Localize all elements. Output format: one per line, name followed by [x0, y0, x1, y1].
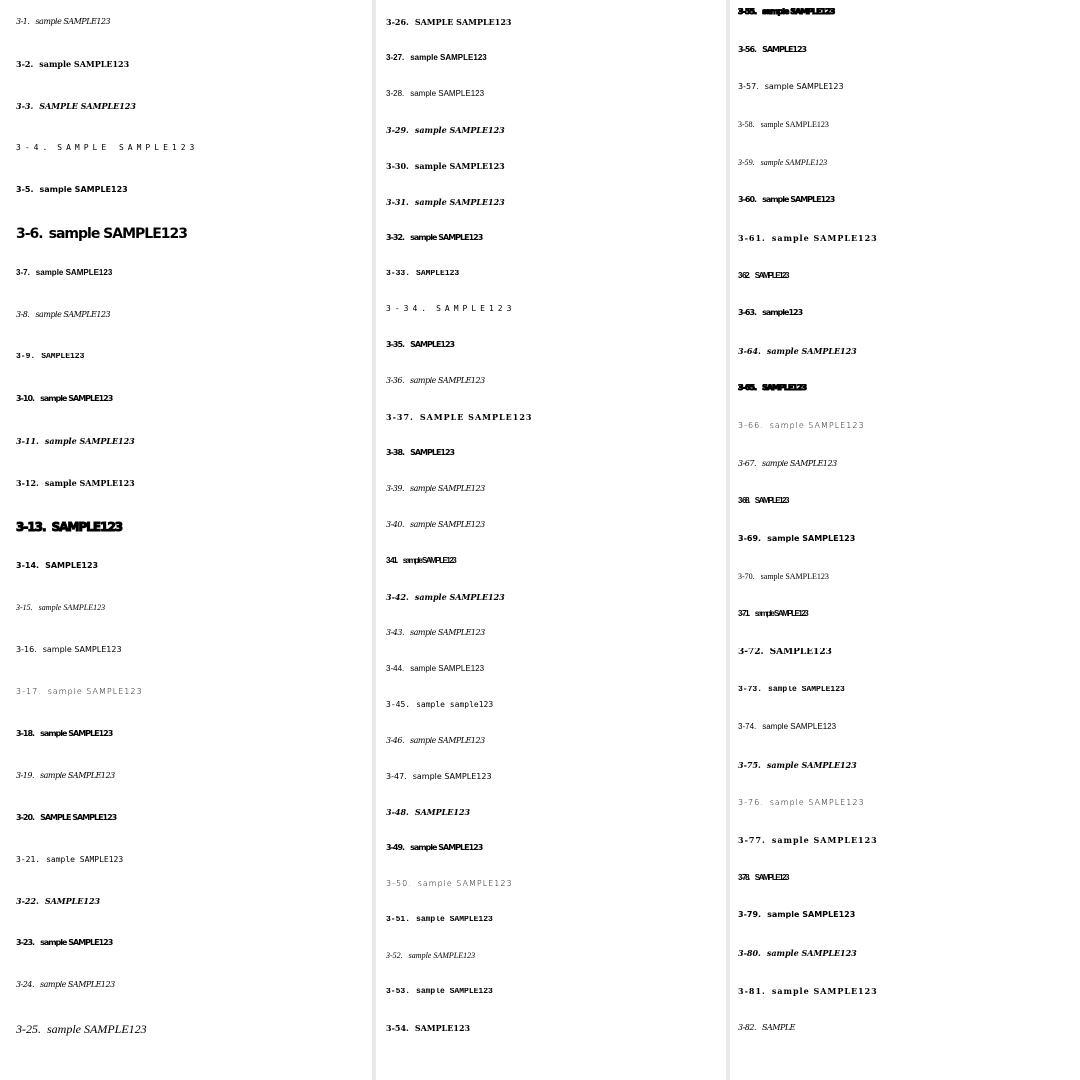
font-number: 3-14.: [16, 562, 40, 571]
font-sample-row: [376, 54, 726, 90]
font-sample-text: SAMPLE123: [416, 269, 460, 278]
font-sample-row: [376, 593, 726, 629]
font-sample-row: [376, 162, 726, 198]
font-sample-text: sample SAMPLE123: [410, 53, 487, 62]
font-sample-row: [730, 761, 1080, 799]
font-sample-row: [376, 413, 726, 449]
font-sample-row: [0, 395, 372, 437]
font-sample-row: [730, 987, 1080, 1025]
font-sample-text: SAMPLE123: [414, 808, 471, 818]
font-sample-row: [376, 844, 726, 880]
font-sample-text: SAMPLE SAMPLE123: [419, 413, 533, 423]
font-sample-row: [376, 1024, 726, 1060]
font-number: 3-74.: [738, 723, 757, 732]
font-sample-row: [376, 377, 726, 413]
font-sample-text: SAMPLE SAMPLE123: [39, 101, 136, 111]
font-sample-text: sample SAMPLE123: [410, 521, 485, 530]
font-sample-row: [376, 557, 726, 593]
font-sample-text: sample SAMPLE123: [40, 729, 113, 738]
font-sample-text: sample SAMPLE123: [767, 535, 856, 543]
font-sample-text: sample SAMPLE123: [402, 556, 456, 565]
font-sample-text: sample SAMPLE123: [35, 269, 113, 278]
font-number: 3-55.: [738, 8, 757, 16]
font-sample-row: [376, 880, 726, 916]
font-sample-row: [0, 186, 372, 228]
font-sample-text: SAMPLE123: [44, 897, 101, 907]
font-sample-row: [730, 535, 1080, 573]
font-sample-text: sample SAMPLE123: [766, 346, 857, 356]
font-number: 3-57.: [738, 83, 759, 92]
font-number: 3-70.: [738, 572, 755, 581]
font-sample-text: sample SAMPLE123: [762, 196, 835, 205]
font-sample-row: [376, 665, 726, 701]
font-sample-text: sample SAMPLE123: [760, 120, 829, 129]
font-sample-text: sample SAMPLE123: [764, 83, 844, 92]
font-number: 3-52.: [386, 952, 403, 961]
font-number: 3-11.: [16, 436, 39, 446]
font-column-2: [376, 0, 726, 1080]
font-sample-row: [730, 1024, 1080, 1062]
font-sample-text: SAMPLE123: [410, 341, 455, 350]
font-sample-row: [0, 730, 372, 772]
font-sample-row: [0, 144, 372, 186]
font-sample-text: sample SAMPLE123: [410, 485, 485, 494]
font-sample-text: sample SAMPLE123: [35, 311, 111, 320]
font-sample-text: sample SAMPLE123: [760, 572, 829, 581]
font-sample-text: sample SAMPLE123: [762, 459, 837, 468]
font-sample-row: [730, 8, 1080, 46]
font-sample-text: sample SAMPLE123: [414, 125, 505, 135]
font-sample-text: sample SAMPLE123: [762, 723, 837, 732]
font-sample-row: [730, 610, 1080, 648]
font-sample-text: sample SAMPLE123: [769, 422, 865, 431]
font-sample-row: [376, 449, 726, 485]
font-sample-row: [0, 521, 372, 563]
font-number: 3-32.: [386, 233, 405, 242]
font-sample-row: [730, 272, 1080, 310]
font-sample-row: [0, 856, 372, 898]
font-sample-row: [0, 437, 372, 479]
font-sample-text: sample SAMPLE123: [754, 610, 808, 619]
font-sample-text: sample123: [762, 309, 803, 318]
font-number: 3-23.: [16, 939, 35, 948]
font-sample-row: [0, 646, 372, 688]
font-sample-text: SAMPLE123: [769, 647, 832, 657]
font-sample-text: sample SAMPLE123: [410, 377, 485, 386]
font-number: 3-71.: [738, 610, 749, 619]
font-sample-text: sample SAMPLE123: [38, 604, 106, 613]
font-sample-text: sample SAMPLE123: [39, 59, 130, 69]
font-sample-text: SAMPLE123: [754, 873, 788, 882]
font-number: 3-75.: [738, 760, 761, 770]
font-number: 3-16.: [16, 646, 37, 655]
font-sample-text: sample SAMPLE123: [410, 233, 483, 242]
font-sample-text: sample sample123: [416, 700, 494, 709]
font-sample-row: [376, 18, 726, 54]
font-number: 3-7.: [16, 269, 30, 278]
font-number: 3-2.: [16, 59, 34, 69]
font-sample-text: sample SAMPLE123: [48, 227, 188, 243]
font-number: 3-65.: [738, 384, 757, 393]
font-number: 3-47.: [386, 772, 407, 781]
font-number: 3-18.: [16, 729, 35, 738]
font-sample-text: SAMPLE123: [410, 449, 455, 458]
font-sample-text: sample SAMPLE123: [408, 952, 476, 961]
font-sample-text: sample SAMPLE123: [410, 628, 485, 637]
font-number: 3-51.: [386, 916, 411, 925]
font-number: 3-31.: [386, 197, 409, 207]
font-number: 3-58.: [738, 120, 755, 129]
font-sample-text: SAMPLE123: [436, 305, 516, 314]
font-sample-text: sample SAMPLE123: [47, 688, 143, 697]
font-sample-text: SAMPLE123: [45, 562, 99, 571]
font-sample-text: sample SAMPLE123: [35, 18, 111, 26]
font-sample-row: [730, 723, 1080, 761]
font-sample-row: [376, 521, 726, 557]
font-number: 3-62.: [738, 271, 749, 280]
font-sample-text: sample SAMPLE123: [40, 394, 113, 403]
font-sample-text: sample SAMPLE123: [40, 939, 113, 948]
font-column-1: [0, 0, 372, 1080]
font-sample-text: sample SAMPLE123: [410, 736, 485, 745]
font-number: 3-61.: [738, 233, 766, 243]
font-number: 3-64.: [738, 346, 761, 356]
font-sample-text: sample SAMPLE123: [762, 8, 835, 16]
font-sample-text: SAMPLE123: [754, 497, 788, 506]
font-number: 3-34.: [386, 305, 431, 314]
font-number: 3-80.: [738, 949, 761, 959]
font-number: 3-69.: [738, 535, 762, 543]
font-number: 3-67.: [738, 459, 757, 468]
font-number: 3-60.: [738, 196, 757, 205]
font-number: 3-59.: [738, 158, 755, 167]
font-sample-row: [730, 309, 1080, 347]
font-sample-row: [376, 952, 726, 988]
font-sample-text: SAMPLE123: [414, 1024, 471, 1034]
font-number: 3-72.: [738, 647, 764, 657]
font-sample-text: SAMPLE SAMPLE123: [40, 813, 117, 822]
font-sample-text: sample SAMPLE123: [42, 646, 122, 655]
font-sample-row: [0, 604, 372, 646]
font-number: 3-79.: [738, 911, 762, 920]
font-number: 3-1.: [16, 18, 30, 26]
font-sample-text: sample SAMPLE123: [47, 1023, 147, 1037]
font-number: 3-35.: [386, 341, 405, 350]
font-sample-row: [376, 916, 726, 952]
font-sample-row: [0, 897, 372, 939]
font-sample-row: [0, 814, 372, 856]
font-sample-text: sample SAMPLE123: [416, 988, 493, 997]
font-sample-text: sample SAMPLE123: [414, 592, 505, 602]
font-sample-row: [0, 562, 372, 604]
font-sample-row: [376, 305, 726, 341]
font-sample-row: [0, 227, 372, 269]
font-number: 3-26.: [386, 18, 409, 27]
font-number: 3-9.: [16, 353, 36, 362]
font-sample-text: sample SAMPLE123: [40, 771, 115, 780]
font-number: 3-12.: [16, 478, 39, 488]
font-sample-row: [0, 102, 372, 144]
font-sample-text: sample SAMPLE123: [768, 685, 845, 694]
font-number: 3-4.: [16, 143, 52, 152]
font-sample-row: [730, 497, 1080, 535]
font-sample-text: sample SAMPLE123: [771, 986, 878, 996]
font-number: 3-8.: [16, 311, 30, 320]
font-sample-text: sample SAMPLE123: [410, 844, 483, 853]
font-number: 3-44.: [386, 664, 405, 673]
font-number: 3-33.: [386, 269, 411, 278]
font-sample-row: [730, 422, 1080, 460]
font-number: 3-29.: [386, 125, 409, 135]
font-number: 3-48.: [386, 808, 409, 818]
font-number: 3-30.: [386, 161, 409, 171]
font-number: 3-54.: [386, 1024, 409, 1034]
font-sample-row: [376, 90, 726, 126]
font-number: 3-21.: [16, 855, 41, 864]
font-sample-text: sample SAMPLE123: [414, 197, 505, 207]
font-sample-row: [376, 988, 726, 1024]
font-number: 3-3.: [16, 101, 34, 111]
font-number: 3-20.: [16, 813, 35, 822]
font-sample-row: [0, 311, 372, 353]
font-sample-text: sample SAMPLE123: [771, 836, 878, 846]
font-number: 3-63.: [738, 309, 757, 318]
font-sample-row: [730, 121, 1080, 159]
font-number: 3-42.: [386, 592, 409, 602]
font-sample-row: [730, 159, 1080, 197]
font-sample-row: [730, 648, 1080, 686]
font-number: 3-22.: [16, 897, 39, 907]
font-sample-row: [730, 460, 1080, 498]
font-sample-text: sample SAMPLE123: [46, 855, 124, 864]
font-sample-text: sample SAMPLE123: [414, 161, 505, 171]
font-number: 3-77.: [738, 836, 766, 846]
font-sample-row: [730, 234, 1080, 272]
font-number: 3-53.: [386, 988, 411, 997]
font-number: 3-68.: [738, 497, 749, 506]
font-number: 3-45.: [386, 700, 411, 709]
font-number: 3-17.: [16, 688, 42, 697]
font-number: 3-50.: [386, 880, 412, 889]
font-number: 3-56.: [738, 45, 757, 54]
font-sample-row: [0, 981, 372, 1023]
font-sample-row: [0, 18, 372, 60]
font-sample-row: [730, 874, 1080, 912]
font-sample-row: [730, 799, 1080, 837]
font-sample-text: sample SAMPLE123: [771, 233, 878, 243]
font-number: 3-24.: [16, 981, 35, 990]
font-sample-row: [376, 126, 726, 162]
font-sample-row: [730, 573, 1080, 611]
font-number: 3-15.: [16, 604, 33, 613]
font-sample-text: SAMPLE: [762, 1024, 795, 1033]
font-sample-text: sample SAMPLE123: [769, 798, 865, 807]
font-sample-row: [0, 60, 372, 102]
font-number: 3-36.: [386, 377, 405, 386]
font-sample-text: sample SAMPLE123: [767, 911, 856, 920]
font-sample-text: sample SAMPLE123: [766, 760, 857, 770]
font-sample-row: [0, 479, 372, 521]
font-sample-text: SAMPLE123: [762, 384, 807, 393]
font-sample-row: [730, 46, 1080, 84]
font-sample-text: SAMPLE123: [51, 520, 123, 534]
font-sample-text: SAMPLE123: [754, 271, 788, 280]
font-sample-row: [730, 83, 1080, 121]
font-sample-row: [0, 688, 372, 730]
font-number: 3-19.: [16, 771, 35, 780]
font-sample-row: [0, 353, 372, 395]
font-sample-text: sample SAMPLE123: [766, 949, 857, 959]
font-sample-row: [0, 939, 372, 981]
font-sample-row: [0, 1023, 372, 1065]
font-sample-row: [730, 686, 1080, 724]
font-sample-row: [376, 234, 726, 270]
font-sample-text: SAMPLE123: [41, 353, 85, 362]
font-sample-row: [376, 701, 726, 737]
font-number: 3-82.: [738, 1024, 757, 1033]
font-sample-text: sample SAMPLE123: [417, 880, 513, 889]
font-sample-text: sample SAMPLE123: [410, 664, 485, 673]
font-sample-text: sample SAMPLE123: [410, 89, 485, 98]
font-sample-row: [730, 384, 1080, 422]
font-sample-row: [730, 949, 1080, 987]
font-number: 3-10.: [16, 394, 35, 403]
font-sample-row: [376, 485, 726, 521]
font-number: 3-28.: [386, 89, 405, 98]
font-number: 3-66.: [738, 422, 764, 431]
font-number: 3-37.: [386, 413, 414, 423]
font-number: 3-41.: [386, 556, 397, 565]
font-sample-row: [376, 629, 726, 665]
font-number: 3-39.: [386, 485, 405, 494]
font-sample-row: [0, 269, 372, 311]
font-number: 3-49.: [386, 844, 405, 853]
font-sample-text: sample SAMPLE123: [44, 478, 135, 488]
font-number: 3-46.: [386, 736, 405, 745]
font-sample-row: [376, 270, 726, 306]
font-sample-text: sample SAMPLE123: [39, 185, 128, 194]
font-sample-row: [376, 773, 726, 809]
font-sample-text: SAMPLE123: [762, 45, 807, 54]
font-sample-row: [730, 196, 1080, 234]
font-sample-text: sample SAMPLE123: [44, 436, 135, 446]
font-sample-text: SAMPLE SAMPLE123: [414, 18, 512, 27]
font-sample-row: [730, 347, 1080, 385]
font-number: 3-78.: [738, 873, 749, 882]
font-sample-text: sample SAMPLE123: [760, 158, 828, 167]
font-sample-text: SAMPLE SAMPLE123: [57, 143, 199, 152]
font-sample-row: [730, 836, 1080, 874]
font-number: 3-38.: [386, 449, 405, 458]
font-sample-row: [730, 911, 1080, 949]
font-number: 3-27.: [386, 53, 405, 62]
font-sample-text: sample SAMPLE123: [40, 981, 115, 990]
font-number: 3-13.: [16, 520, 46, 534]
font-number: 3-25.: [16, 1023, 41, 1037]
font-sample-row: [376, 198, 726, 234]
font-sample-row: [376, 737, 726, 773]
font-sample-row: [0, 772, 372, 814]
font-sample-row: [376, 808, 726, 844]
font-column-3: [730, 0, 1080, 1080]
font-number: 3-6.: [16, 227, 43, 243]
font-number: 3-43.: [386, 628, 405, 637]
font-number: 3-76.: [738, 798, 764, 807]
font-number: 3-40.: [386, 521, 405, 530]
font-number: 3-5.: [16, 185, 34, 194]
font-sample-text: sample SAMPLE123: [412, 772, 492, 781]
font-number: 3-81.: [738, 986, 766, 996]
font-number: 3-73.: [738, 685, 763, 694]
font-sample-row: [376, 341, 726, 377]
font-sample-text: sample SAMPLE123: [416, 916, 493, 925]
